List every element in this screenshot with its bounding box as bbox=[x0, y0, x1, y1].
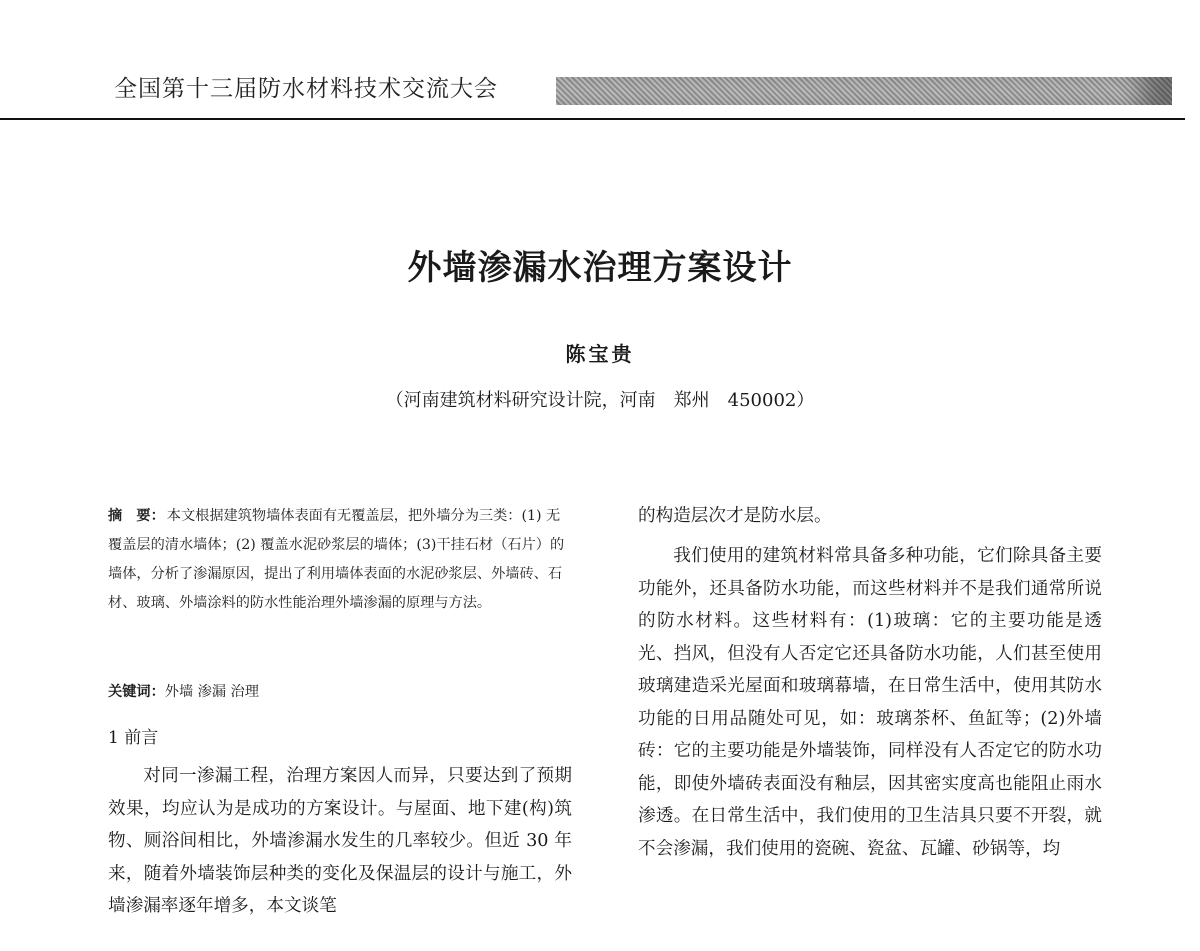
right-column-first-line: 的构造层次才是防水层。 bbox=[638, 506, 832, 526]
keywords-text: 外墙 渗漏 治理 bbox=[164, 684, 259, 700]
keywords-label: 关键词： bbox=[108, 684, 165, 700]
paper-affiliation: （河南建筑材料研究设计院，河南 郑州 450002） bbox=[385, 390, 815, 411]
right-column-paragraph: 我们使用的建筑材料常具备多种功能，它们除具备主要功能外，还具备防水功能，而这些材料并不是我们通常所说的防水材料。这些材料有：(1)玻璃：它的主要功能是透光、挡风，但没有人否定它还具备防水功能，人们甚至使用玻璃建造采光屋面和玻璃幕墙，在日常生活中，使用其防水功能的日用品随处可见，如：玻璃茶杯、鱼缸等；(2)外墙砖：它的主要功能是外墙装饰，同样没有人否定它的防水功能，即使外墙砖表面没有釉层，因其密实度高也能阻止雨水渗透。在日常生活中，我们使用的卫生洁具只要不开裂，就不会渗漏，我们使用的瓷碗、瓷盆、瓦罐、砂锅等，均 bbox=[638, 546, 1102, 859]
paper-title: 外墙渗漏水治理方案设计 bbox=[407, 248, 793, 288]
keywords bbox=[108, 682, 572, 702]
introduction-paragraph: 对同一渗漏工程，治理方案因人而异，只要达到了预期效果，均应认为是成功的方案设计。与屋面、地下建(构)筑物、厕浴间相比，外墙渗漏水发生的几率较少。但近 30 年来，随着外墙装饰层种类的变化及保温层的设计与施工，外墙渗漏率逐年增多，本文谈笔 bbox=[108, 766, 572, 916]
abstract-text: 本文根据建筑物墙体表面有无覆盖层，把外墙分为三类：(1) 无覆盖层的清水墙体；(2) 覆盖水泥砂浆层的墙体；(3)干挂石材（石片）的墙体，分析了渗漏原因，提出了利用墙体表面的水泥砂浆层、外墙砖、石材、玻璃、外墙涂料的防水性能治理外墙渗漏的原理与方法。 bbox=[108, 508, 565, 611]
abstract bbox=[108, 502, 572, 618]
header-decorative-bar bbox=[556, 77, 1172, 105]
paper-author: 陈宝贵 bbox=[565, 342, 635, 366]
conference-header: 全国第十三届防水材料技术交流大会 bbox=[114, 76, 498, 102]
abstract-label: 摘 要： bbox=[108, 508, 165, 524]
section-heading-introduction: 1 前言 bbox=[108, 728, 159, 748]
header-rule bbox=[0, 118, 1185, 120]
